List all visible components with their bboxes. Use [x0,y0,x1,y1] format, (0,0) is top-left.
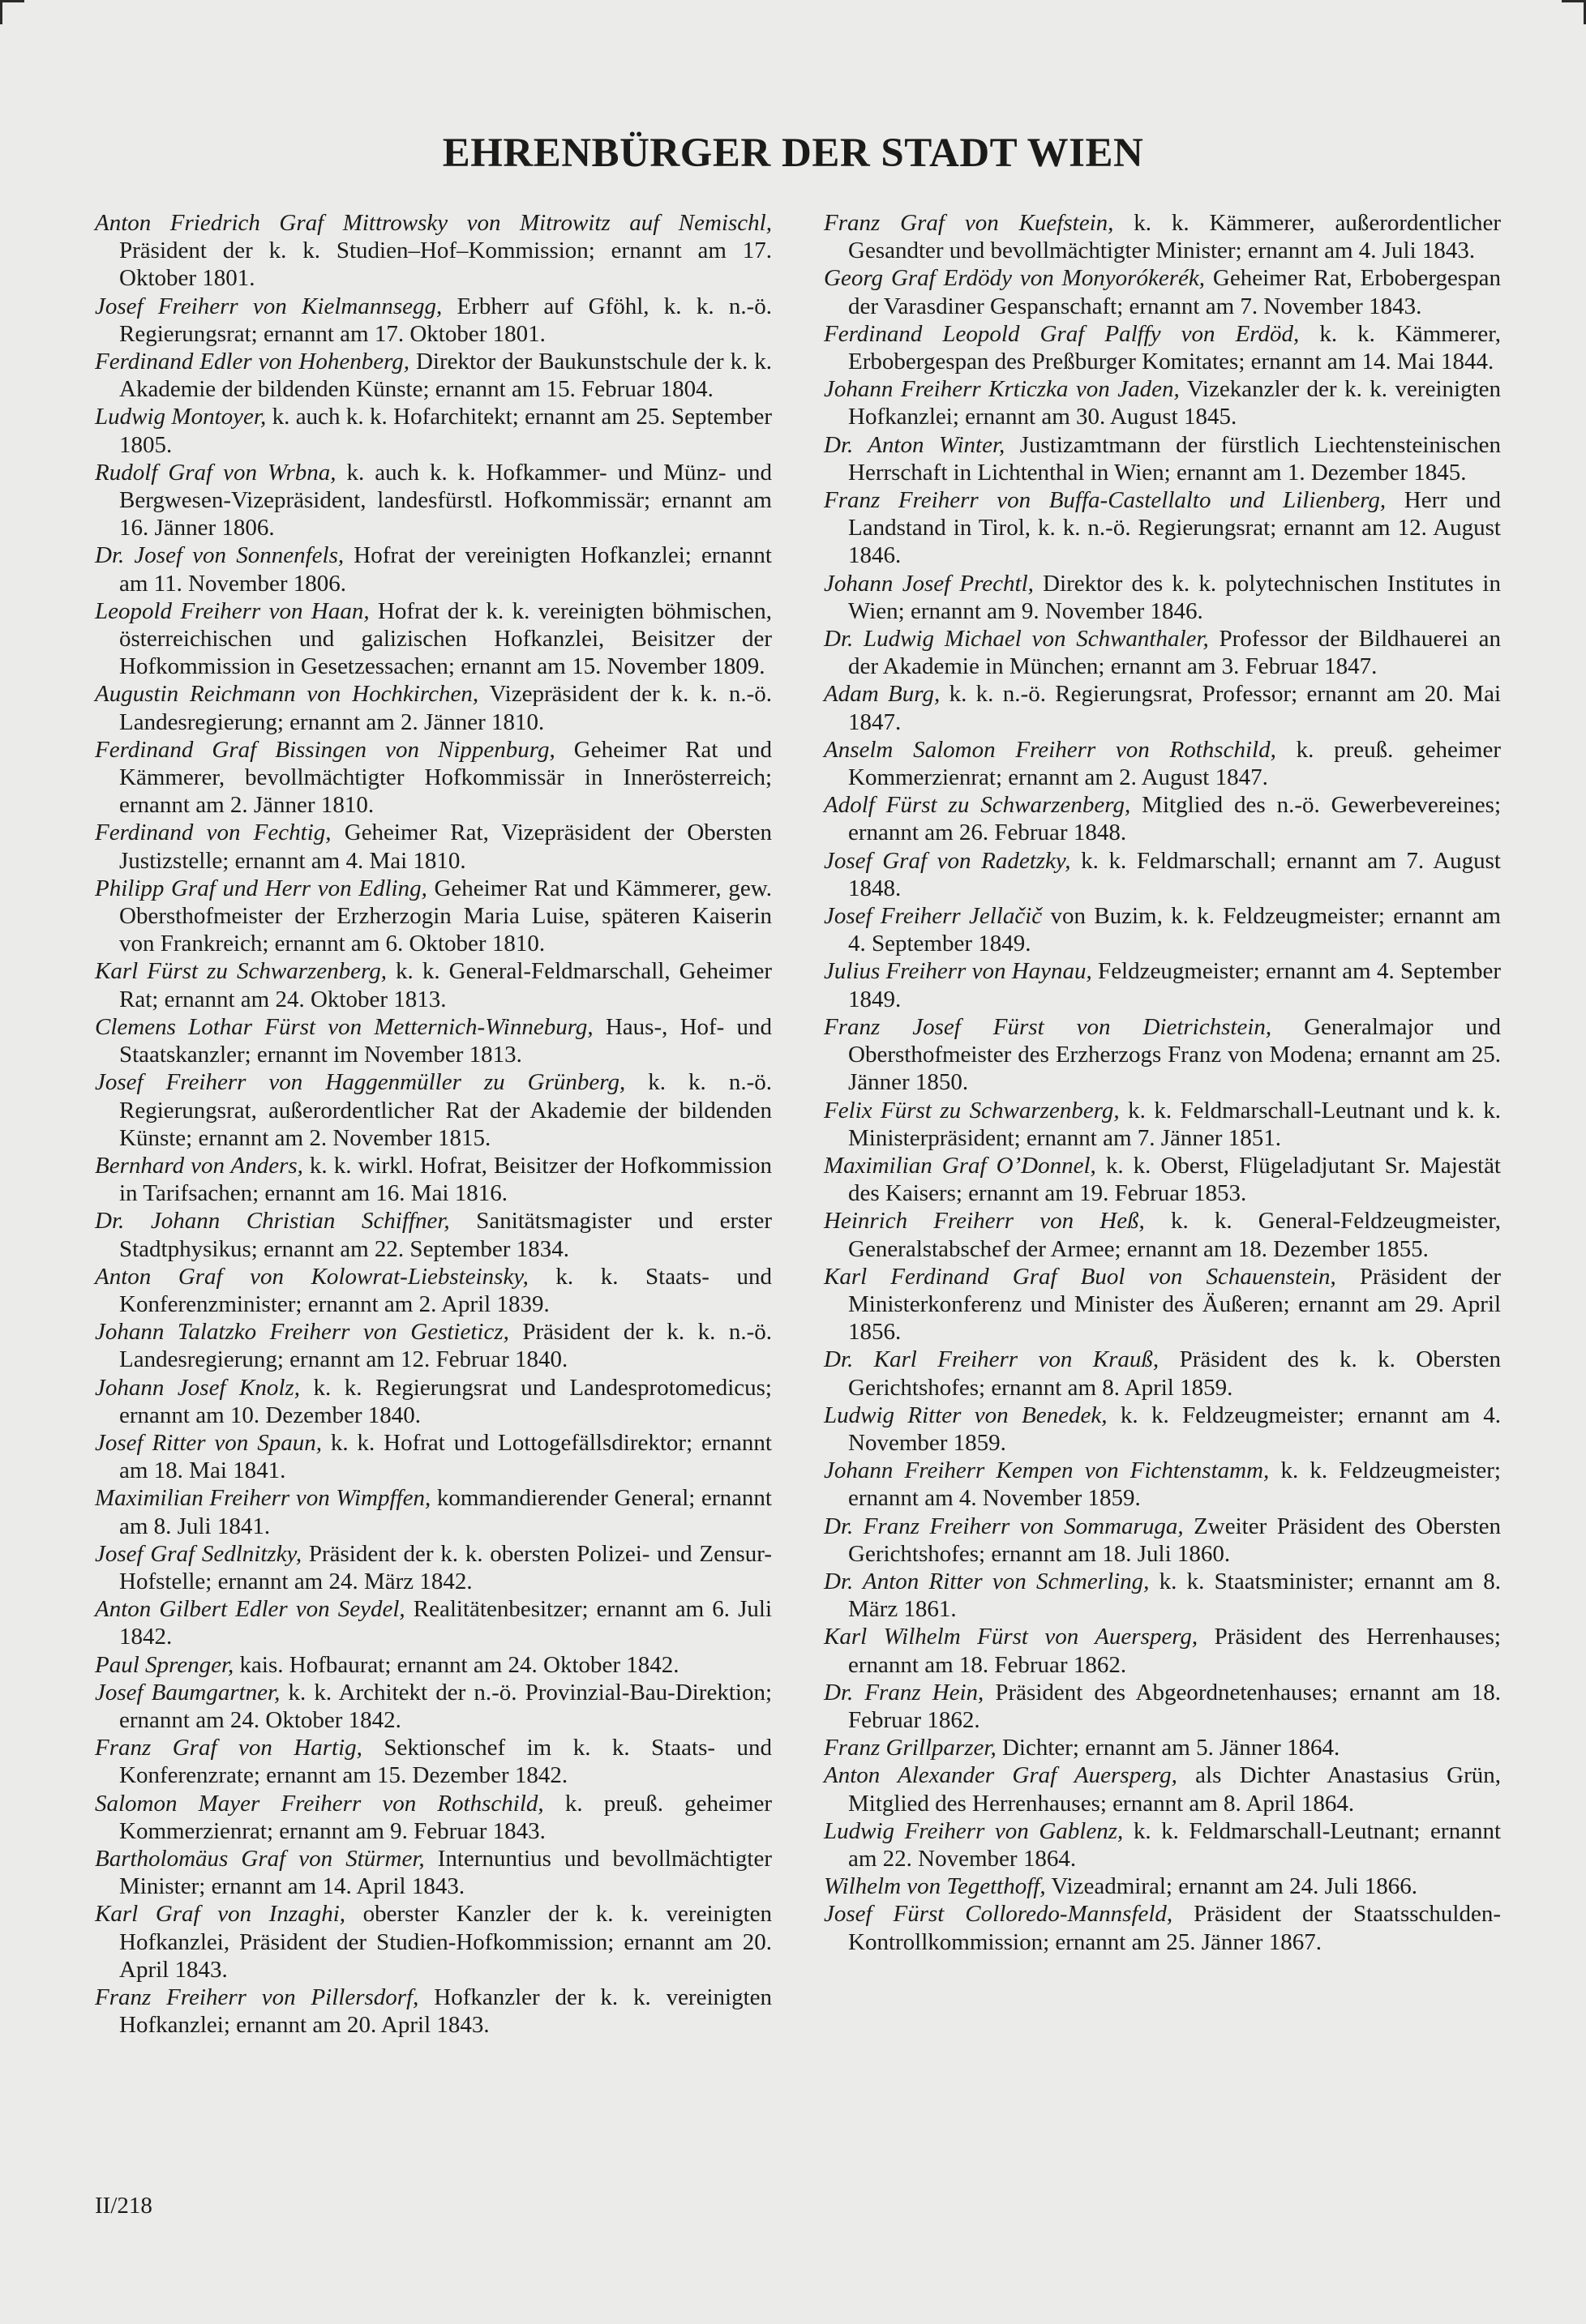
honorary-citizen-entry [824,902,1501,957]
citizen-name: Josef Graf von Radetzky, [824,847,1071,874]
citizen-name: Franz Grillparzer, [824,1735,997,1761]
citizen-description: k. k. Feldmarschall; ernannt am 7. August 1848. [848,847,1501,901]
citizen-description: Präsident der Ministerkonferenz und Minister des Äußeren; ernannt am 29. April 1856. [848,1263,1501,1346]
citizen-description: Justizamtmann der fürstlich Liechtensteinischen Herrschaft in Lichtenthal in Wien; ernannt am 1. Dezember 1845. [848,431,1501,486]
scan-corner-mark [1562,0,1586,2]
citizen-description: Präsident der Staatsschulden-Kontrollkommission; ernannt am 25. Jänner 1867. [848,1901,1501,1955]
honorary-citizen-entry [824,1623,1501,1678]
citizen-name: Bernhard von Anders, [95,1152,303,1179]
citizen-name: Karl Fürst zu Schwarzenberg, [95,958,387,985]
citizen-name: Franz Josef Fürst von Dietrichstein, [824,1013,1272,1040]
citizen-name: Adolf Fürst zu Schwarzenberg, [824,792,1131,819]
citizen-description: Sanitätsmagister und erster Stadtphysikus; ernannt am 22. September 1834. [119,1208,772,1262]
honorary-citizen-entry [824,320,1501,375]
citizen-name: Maximilian Graf O’Donnel, [824,1152,1096,1179]
honorary-citizen-entry [95,1984,772,2039]
right-column [824,209,1501,1956]
honorary-citizen-entry [95,209,772,293]
honorary-citizen-entry [824,209,1501,264]
left-column [95,209,772,2039]
citizen-name: Anton Gilbert Edler von Seydel, [95,1596,405,1623]
citizen-description: Präsident des Herrenhauses; ernannt am 18. Februar 1862. [848,1624,1501,1678]
honorary-citizen-entry [95,403,772,458]
honorary-citizen-entry [824,1402,1501,1457]
citizen-description: Geheimer Rat und Kämmerer, bevollmächtigter Hofkommissär in Innerösterreich; ernannt am 2. Jänner 1810. [119,736,772,819]
page-title: EHRENBÜRGER DER STADT WIEN [442,131,1144,176]
citizen-name: Karl Wilhelm Fürst von Auersperg, [824,1624,1198,1650]
citizen-description: Direktor der Baukunstschule der k. k. Akademie der bildenden Künste; ernannt am 15. Februar 1804. [119,349,772,403]
citizen-name: Johann Freiherr Kempen von Fichtenstamm, [824,1457,1270,1484]
citizen-description: Herr und Landstand in Tirol, k. k. n.-ö. Regierungsrat; ernannt am 12. August 1846. [848,487,1501,569]
citizen-description: k. auch k. k. Hofarchitekt; ernannt am 25. September 1805. [119,404,772,458]
citizen-description: Geheimer Rat, Vizepräsident der Obersten Justizstelle; ernannt am 4. Mai 1810. [119,820,773,874]
citizen-description: k. k. n.-ö. Regierungsrat, Professor; ernannt am 20. Mai 1847. [848,681,1501,735]
citizen-description: kais. Hofbaurat; ernannt am 24. Oktober 1842. [234,1651,679,1678]
scan-corner-mark [0,0,2,24]
citizen-description: Dichter; ernannt am 5. Jänner 1864. [996,1735,1340,1761]
citizen-description: Hofrat der vereinigten Hofkanzlei; ernannt am 11. November 1806. [119,542,772,597]
citizen-description: k. preuß. geheimer Kommerzienrat; ernannt am 9. Februar 1843. [119,1790,772,1844]
citizen-description: Vizepräsident der k. k. n.-ö. Landesregierung; ernannt am 2. Jänner 1810. [119,681,773,735]
honorary-citizen-entry [824,1734,1501,1761]
honorary-citizen-entry [95,736,772,820]
honorary-citizen-entry [824,736,1501,791]
citizen-name: Heinrich Freiherr von Heß, [824,1208,1145,1235]
citizen-name: Johann Freiherr Krticzka von Jaden, [824,376,1180,403]
honorary-citizen-entry [824,791,1501,846]
honorary-citizen-entry [95,1152,772,1207]
citizen-description: k. k. n.-ö. Regierungsrat, außerordentlicher Rat der Akademie der bildenden Künste; ernannt am 2. November 1815. [119,1069,772,1151]
citizen-name: Josef Freiherr von Kielmannsegg, [95,293,443,319]
citizen-name: Dr. Anton Winter, [824,431,1005,458]
citizen-description: kommandierender General; ernannt am 8. Juli 1841. [119,1485,772,1539]
honorary-citizen-entry [824,957,1501,1012]
honorary-citizen-entry [824,680,1501,735]
citizen-name: Clemens Lothar Fürst von Metternich-Winneburg, [95,1013,594,1040]
citizen-name: Rudolf Graf von Wrbna, [95,459,336,486]
citizen-name: Dr. Franz Freiherr von Sommaruga, [824,1513,1184,1539]
citizen-description: k. k. Feldmarschall-Leutnant; ernannt am 22. November 1864. [848,1817,1502,1872]
honorary-citizen-entry [95,1013,772,1068]
citizen-name: Anton Graf von Kolowrat-Liebsteinsky, [95,1263,529,1290]
citizen-description: k. k. General-Feldmarschall, Geheimer Rat; ernannt am 24. Oktober 1813. [119,958,773,1012]
honorary-citizen-entry [95,1734,772,1789]
honorary-citizen-entry [95,293,772,348]
citizen-name: Felix Fürst zu Schwarzenberg, [824,1097,1120,1123]
citizen-name: Dr. Johann Christian Schiffner, [95,1208,450,1235]
citizen-name: Ludwig Ritter von Benedek, [824,1402,1108,1428]
honorary-citizen-entry [824,570,1501,625]
honorary-citizen-entry [95,1429,772,1484]
citizen-description: Hofkanzler der k. k. vereinigten Hofkanzlei; ernannt am 20. April 1843. [119,1984,773,2039]
citizen-name: Josef Fürst Colloredo-Mannsfeld, [824,1901,1173,1928]
honorary-citizen-entry [824,486,1501,570]
citizen-description: Präsident des k. k. Obersten Gerichtshofes; ernannt am 8. April 1859. [848,1346,1501,1401]
citizen-description: k. k. Kämmerer, Erbobergespan des Preßburger Komitates; ernannt am 14. Mai 1844. [848,320,1501,375]
honorary-citizen-entry [95,541,772,597]
citizen-description: k. k. Feldmarschall-Leutnant und k. k. Ministerpräsident; ernannt am 7. Jänner 1851. [848,1097,1501,1151]
honorary-citizen-entry [95,1790,772,1845]
citizen-name: Franz Freiherr von Buffa-Castellalto und Lilienberg, [824,487,1387,514]
honorary-citizen-entry [824,1817,1501,1872]
honorary-citizen-entry [95,1263,772,1318]
citizen-name: Johann Talatzko Freiherr von Gestieticz, [95,1319,509,1346]
citizen-name: Franz Freiherr von Pillersdorf, [95,1984,419,2010]
citizen-name: Ferdinand Graf Bissingen von Nippenburg, [95,736,555,763]
honorary-citizen-entry [824,1346,1501,1401]
honorary-citizen-entry [95,1595,772,1650]
citizen-name: Johann Josef Knolz, [95,1374,300,1401]
citizen-description: k. k. Staatsminister; ernannt am 8. März 1861. [848,1568,1501,1623]
honorary-citizen-entry [824,1872,1501,1900]
citizen-name: Dr. Karl Freiherr von Krauß, [824,1346,1159,1373]
citizen-description: k. preuß. geheimer Kommerzienrat; ernannt am 2. August 1847. [848,736,1501,791]
citizen-name: Maximilian Freiherr von Wimpffen, [95,1485,431,1512]
citizen-name: Paul Sprenger, [95,1651,234,1678]
honorary-citizen-entry [824,847,1501,902]
honorary-citizen-entry [95,875,772,958]
citizen-description: Professor der Bildhauerei an der Akademie in München; ernannt am 3. Februar 1847. [848,626,1501,680]
honorary-citizen-entry [95,1679,772,1734]
citizen-description: Erbherr auf Gföhl, k. k. n.-ö. Regierungsrat; ernannt am 17. Oktober 1801. [119,293,772,347]
citizen-description: Hofrat der k. k. vereinigten böhmischen, österreichischen und galizischen Hofkanzlei, Beisitzer der Hofkommission in Gesetzessachen; ernannt am 15. November 1809. [119,597,772,680]
citizen-description: Vizekanzler der k. k. vereinigten Hofkanzlei; ernannt am 30. August 1845. [848,376,1501,430]
honorary-citizen-entry [95,1374,772,1429]
citizen-description: Präsident des Abgeordnetenhauses; ernannt am 18. Februar 1862. [848,1679,1501,1733]
honorary-citizen-entry [824,1097,1501,1152]
honorary-citizen-entry [95,1900,772,1984]
citizen-name: Salomon Mayer Freiherr von Rothschild, [95,1790,544,1817]
honorary-citizen-entry [824,1263,1501,1346]
honorary-citizen-entry [824,625,1501,680]
honorary-citizen-entry [95,957,772,1012]
citizen-description: k. k. Staats- und Konferenzminister; ernannt am 2. April 1839. [119,1263,772,1317]
honorary-citizen-entry [95,459,772,542]
citizen-description: als Dichter Anastasius Grün, Mitglied des Herrenhauses; ernannt am 8. April 1864. [848,1762,1501,1817]
honorary-citizen-entry [824,1457,1501,1512]
scan-corner-mark [0,0,24,2]
citizen-name: Wilhelm von Tegetthoff, [824,1873,1046,1900]
citizen-description: Geheimer Rat, Erbobergespan der Varasdiner Gespanschaft; ernannt am 7. November 1843. [848,265,1501,319]
citizen-name: Johann Josef Prechtl, [824,570,1034,597]
honorary-citizen-entry [824,1900,1501,1955]
honorary-citizen-entry [824,1207,1501,1262]
citizen-description: k. k. wirkl. Hofrat, Beisitzer der Hofkommission in Tarifsachen; ernannt am 16. Mai 1816. [119,1152,773,1207]
citizen-description: Haus-, Hof- und Staatskanzler; ernannt im November 1813. [119,1013,773,1068]
citizen-description: von Buzim, k. k. Feldzeugmeister; ernannt am 4. September 1849. [848,903,1501,957]
citizen-name: Ludwig Montoyer, [95,404,267,430]
honorary-citizen-entry [95,1207,772,1262]
citizen-name: Josef Freiherr von Haggenmüller zu Grünberg, [95,1069,626,1096]
citizen-description: Präsident der k. k. n.-ö. Landesregierung; ernannt am 12. Februar 1840. [119,1319,772,1373]
honorary-citizen-entry [824,1013,1501,1097]
citizen-description: Generalmajor und Obersthofmeister des Erzherzogs Franz von Modena; ernannt am 25. Jänner 1850. [848,1013,1501,1096]
citizen-description: k. k. Hofrat und Lottogefällsdirektor; ernannt am 18. Mai 1841. [119,1429,772,1484]
citizen-description: Sektionschef im k. k. Staats- und Konferenzrate; ernannt am 15. Dezember 1842. [119,1735,772,1789]
citizen-name: Ferdinand von Fechtig, [95,820,332,846]
citizen-name: Dr. Josef von Sonnenfels, [95,542,345,569]
citizen-name: Karl Graf von Inzaghi, [95,1901,346,1928]
honorary-citizen-entry [824,1513,1501,1568]
citizen-description: Geheimer Rat und Kämmerer, gew. Obersthofmeister der Erzherzogin Maria Luise, späteren Kaiserin von Frankreich; ernannt am 6. Oktober 1810. [119,875,772,957]
citizen-description: Realitätenbesitzer; ernannt am 6. Juli 1842. [119,1596,772,1650]
citizen-description: k. k. General-Feldzeugmeister, Generalstabschef der Armee; ernannt am 18. Dezember 1855. [848,1208,1501,1262]
citizen-description: k. auch k. k. Hofkammer- und Münz- und Bergwesen-Vizepräsident, landesfürstl. Hofkommissär; ernannt am 16. Jänner 1806. [119,459,772,541]
honorary-citizen-entry [95,597,772,681]
citizen-description: Zweiter Präsident des Obersten Gerichtshofes; ernannt am 18. Juli 1860. [848,1513,1501,1567]
citizen-name: Leopold Freiherr von Haan, [95,597,370,624]
citizen-description: k. k. Architekt der n.-ö. Provinzial-Bau-Direktion; ernannt am 24. Oktober 1842. [119,1679,773,1733]
honorary-citizen-entry [824,375,1501,430]
citizen-name: Julius Freiherr von Haynau, [824,958,1092,985]
citizen-name: Georg Graf Erdödy von Monyorókerék, [824,265,1205,292]
citizen-name: Augustin Reichmann von Hochkirchen, [95,681,479,708]
citizen-description: Internuntius und bevollmächtigter Minister; ernannt am 14. April 1843. [119,1845,772,1900]
honorary-citizen-entry [824,431,1501,486]
citizen-name: Josef Freiherr Jellačič [824,903,1043,930]
citizen-description: Direktor des k. k. polytechnischen Institutes in Wien; ernannt am 9. November 1846. [848,570,1501,624]
citizen-description: k. k. Kämmerer, außerordentlicher Gesandter und bevollmächtigter Minister; ernannt am 4. Juli 1843. [848,210,1501,264]
citizen-description: Feldzeugmeister; ernannt am 4. September 1849. [848,958,1501,1012]
honorary-citizen-entry [95,680,772,735]
honorary-citizen-entry [95,1540,772,1595]
honorary-citizen-entry [824,1152,1501,1207]
citizen-name: Josef Baumgartner, [95,1679,281,1706]
citizen-description: k. k. Feldzeugmeister; ernannt am 4. November 1859. [848,1402,1501,1456]
citizen-description: Präsident der k. k. Studien–Hof–Kommission; ernannt am 17. Oktober 1801. [119,238,772,292]
citizen-description: Mitglied des n.-ö. Gewerbevereines; ernannt am 26. Februar 1848. [848,792,1502,846]
honorary-citizen-entry [95,819,772,874]
honorary-citizen-entry [95,1484,772,1539]
citizen-name: Dr. Ludwig Michael von Schwanthaler, [824,626,1209,653]
honorary-citizen-entry [95,1068,772,1152]
honorary-citizen-entry [95,1318,772,1373]
citizen-description: k. k. Regierungsrat und Landesprotomedicus; ernannt am 10. Dezember 1840. [119,1374,772,1428]
citizen-description: Vizeadmiral; ernannt am 24. Juli 1866. [1045,1873,1418,1900]
honorary-citizen-entry [95,1651,772,1679]
citizen-name: Anton Friedrich Graf Mittrowsky von Mitrowitz auf Nemischl, [95,210,772,236]
citizen-description: k. k. Feldzeugmeister; ernannt am 4. November 1859. [848,1457,1501,1512]
citizen-name: Ludwig Freiherr von Gablenz, [824,1817,1124,1844]
honorary-citizen-entry [824,1568,1501,1623]
page-number: II/218 [95,2193,152,2219]
citizen-description: Präsident der k. k. obersten Polizei- und Zensur-Hofstelle; ernannt am 24. März 1842. [119,1540,772,1594]
citizen-name: Dr. Anton Ritter von Schmerling, [824,1568,1150,1594]
honorary-citizen-entry [824,1761,1501,1817]
citizen-name: Josef Graf Sedlnitzky, [95,1540,302,1567]
citizen-name: Philipp Graf und Herr von Edling, [95,875,427,901]
citizen-name: Bartholomäus Graf von Stürmer, [95,1845,425,1872]
citizen-name: Dr. Franz Hein, [824,1679,984,1706]
honorary-citizen-entry [95,1845,772,1900]
citizen-description: k. k. Oberst, Flügeladjutant Sr. Majestät des Kaisers; ernannt am 19. Februar 1853. [848,1152,1501,1207]
citizen-name: Anton Alexander Graf Auersperg, [824,1762,1177,1789]
citizen-name: Adam Burg, [824,681,941,708]
citizen-name: Anselm Salomon Freiherr von Rothschild, [824,736,1276,763]
citizen-name: Karl Ferdinand Graf Buol von Schauenstein, [824,1263,1336,1290]
honorary-citizen-entry [824,264,1501,319]
citizen-name: Franz Graf von Hartig, [95,1735,362,1761]
honorary-citizen-entry [95,348,772,403]
citizen-name: Ferdinand Edler von Hohenberg, [95,349,410,375]
citizen-name: Franz Graf von Kuefstein, [824,210,1114,236]
honorary-citizen-entry [824,1679,1501,1734]
citizen-name: Ferdinand Leopold Graf Palffy von Erdöd, [824,320,1300,347]
citizen-name: Josef Ritter von Spaun, [95,1429,322,1456]
citizen-description: oberster Kanzler der k. k. vereinigten Hofkanzlei, Präsident der Studien-Hofkommission; ernannt am 20. April 1843. [119,1901,772,1983]
